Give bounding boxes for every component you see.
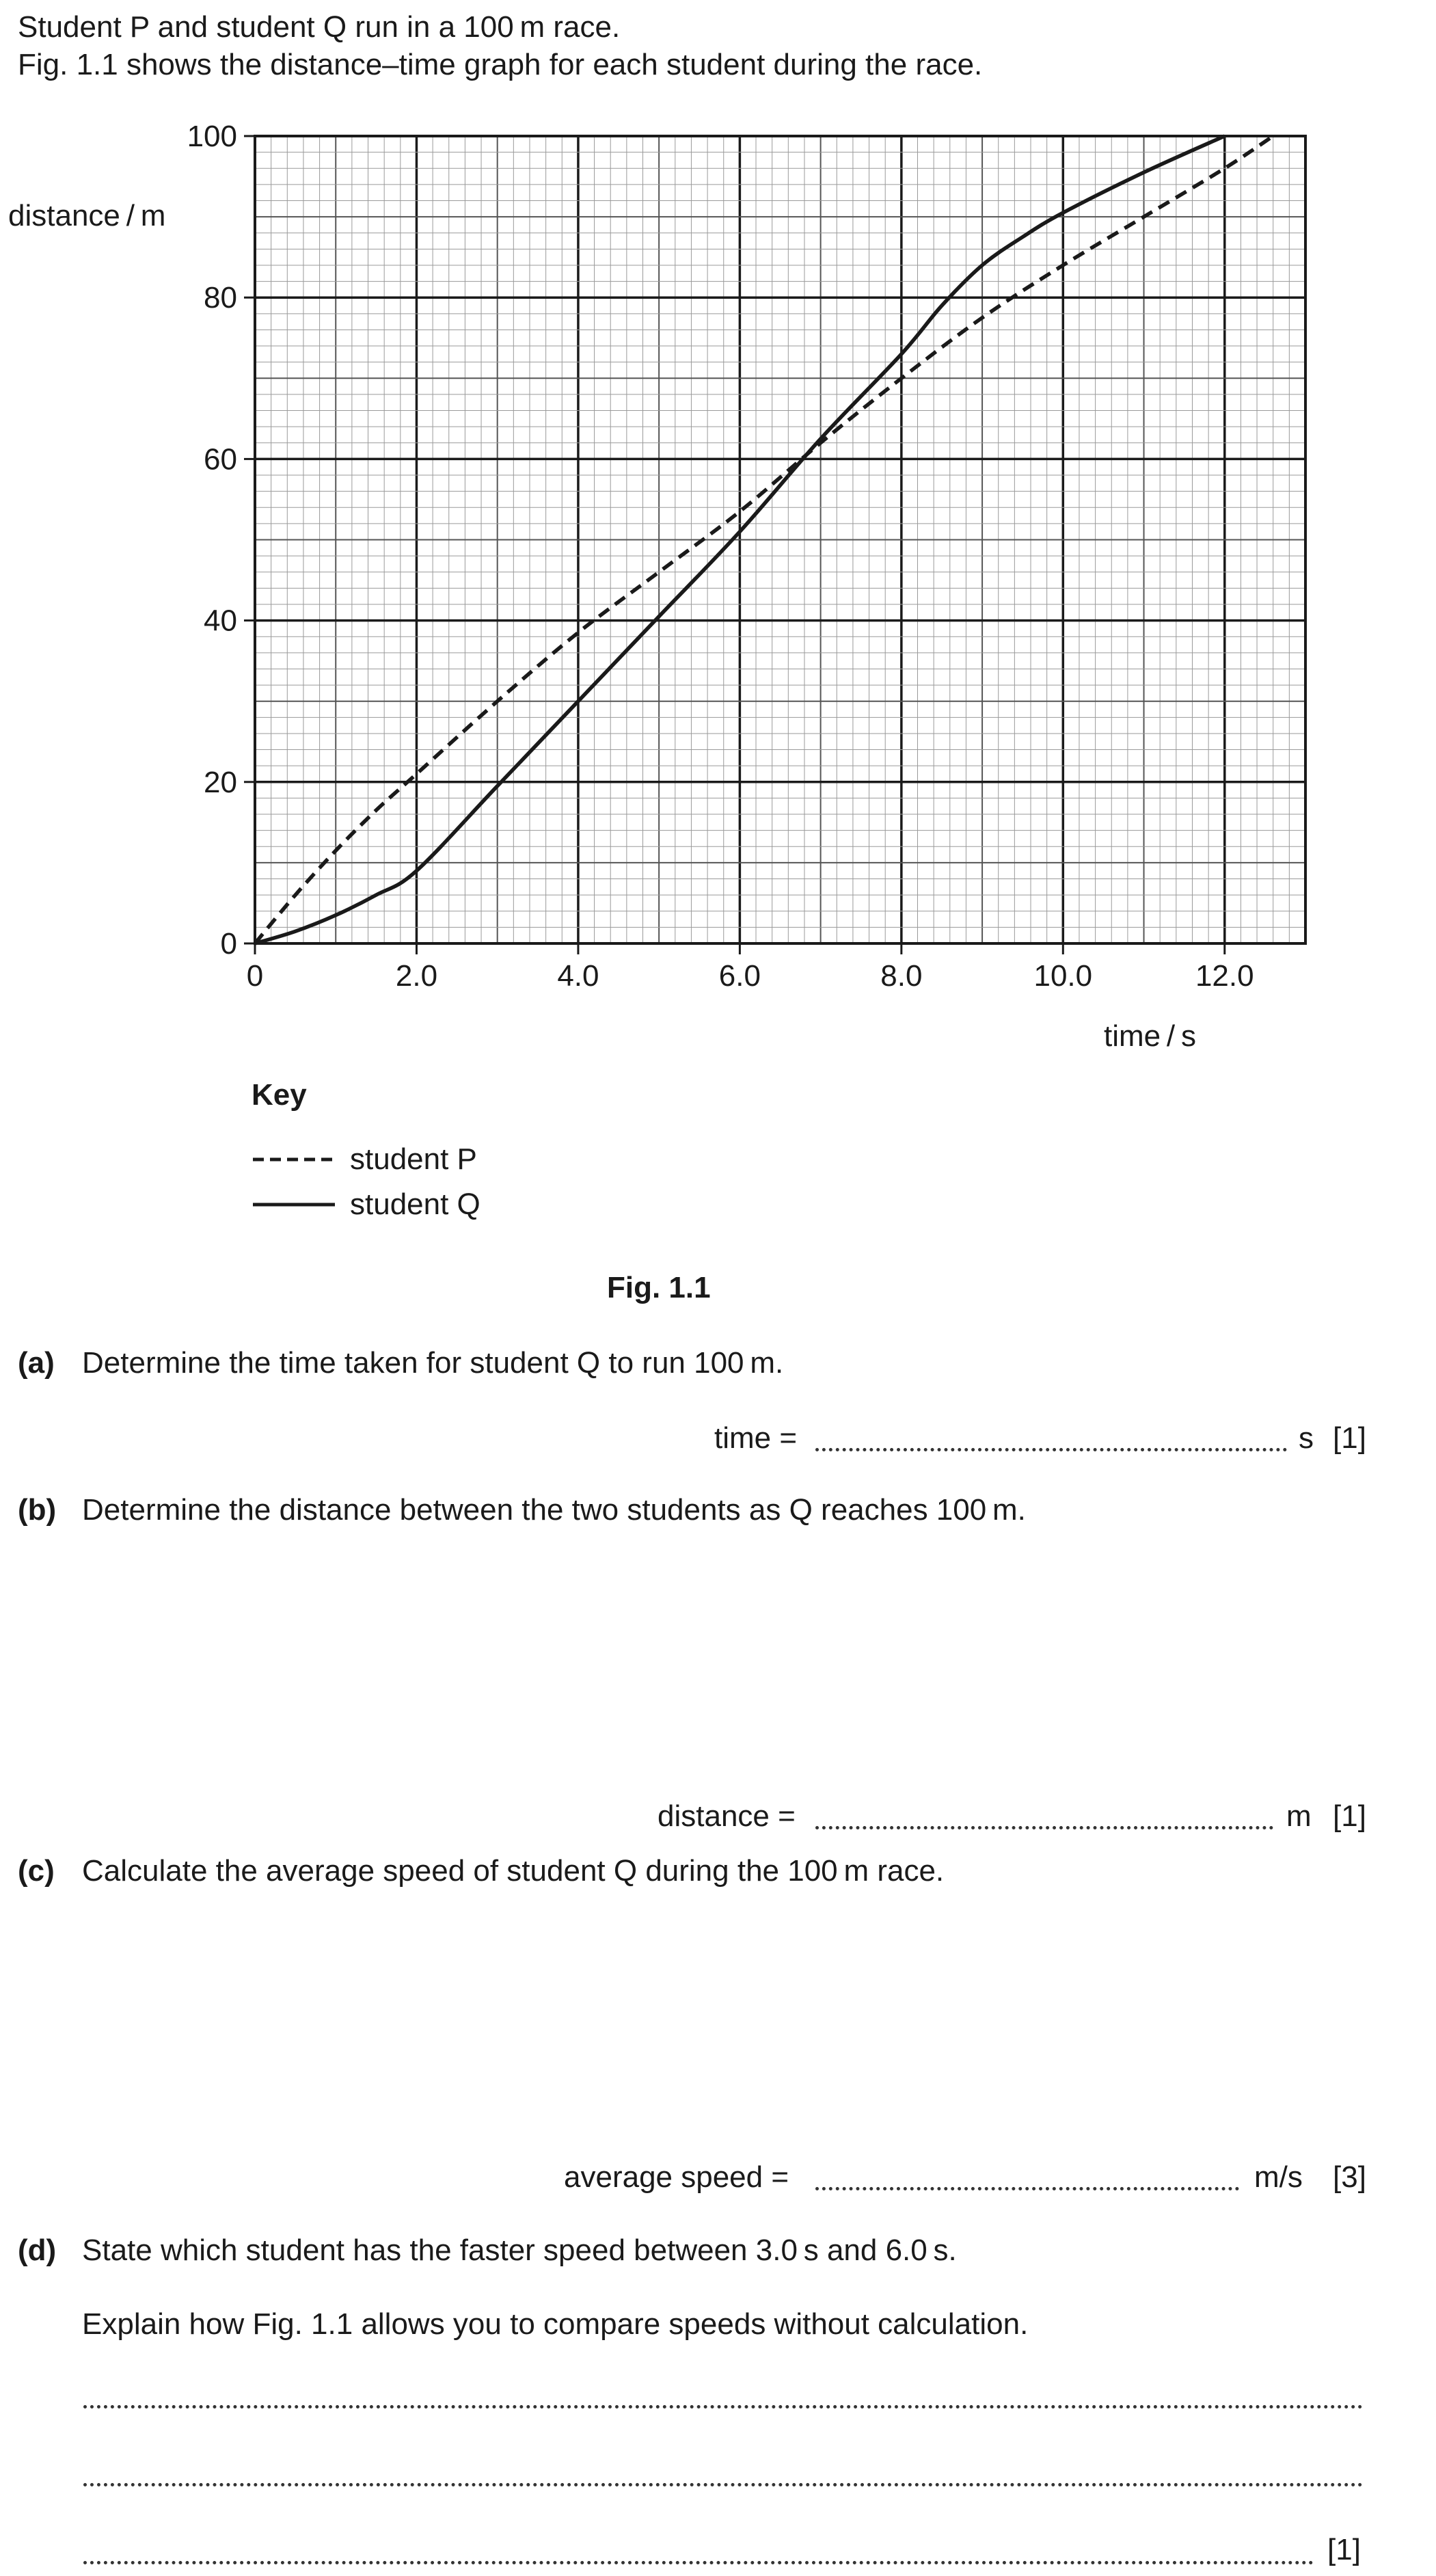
question-d-letter: (d) — [18, 2233, 57, 2267]
question-a-unit: s — [1299, 1421, 1314, 1455]
question-b-letter: (b) — [18, 1493, 57, 1527]
figure-caption: Fig. 1.1 — [607, 1271, 711, 1304]
x-axis-label: time / s — [1104, 1019, 1196, 1053]
y-tick-label: 80 — [204, 281, 237, 315]
question-b-answer-line[interactable] — [815, 1826, 1273, 1829]
intro-line-1: Student P and student Q run in a 100 m race. — [18, 10, 621, 44]
question-c-text: Calculate the average speed of student Q during the 100 m race. — [82, 1854, 945, 1888]
y-axis-label: distance / m — [8, 199, 166, 232]
y-tick-label: 60 — [204, 442, 237, 477]
question-c-unit: m/s — [1254, 2160, 1303, 2194]
question-d-answer-line-2[interactable] — [83, 2483, 1363, 2486]
question-d-marks: [1] — [1327, 2533, 1361, 2566]
question-a-text: Determine the time taken for student Q to run 100 m. — [82, 1346, 784, 1380]
y-tick-label: 40 — [204, 604, 237, 638]
x-tick-label: 2.0 — [395, 959, 438, 993]
key-title: Key — [252, 1078, 307, 1112]
question-d-answer-line-3[interactable] — [83, 2561, 1314, 2564]
key-lines — [252, 1146, 337, 1207]
question-a-letter: (a) — [18, 1346, 55, 1380]
question-a-marks: [1] — [1333, 1421, 1366, 1455]
question-d-text-2: Explain how Fig. 1.1 allows you to compare speeds without calculation. — [82, 2307, 1029, 2341]
question-d-answer-line-1[interactable] — [83, 2405, 1363, 2409]
question-d-text: State which student has the faster speed between 3.0 s and 6.0 s. — [82, 2233, 957, 2267]
key-label-student-q: student Q — [350, 1188, 480, 1221]
question-a-answer-label: time = — [714, 1421, 798, 1455]
y-tick-label: 20 — [204, 765, 237, 799]
question-b-unit: m — [1286, 1799, 1312, 1833]
question-a-answer-line[interactable] — [815, 1448, 1287, 1451]
question-b-marks: [1] — [1333, 1799, 1366, 1833]
question-b-text: Determine the distance between the two students as Q reaches 100 m. — [82, 1493, 1026, 1527]
y-tick-label: 0 — [220, 927, 237, 961]
x-tick-label: 10.0 — [1033, 959, 1093, 993]
x-tick-label: 6.0 — [718, 959, 761, 993]
x-tick-label: 4.0 — [557, 959, 599, 993]
question-b-answer-label: distance = — [658, 1799, 796, 1833]
question-c-answer-line[interactable] — [815, 2187, 1239, 2190]
distance-time-graph — [0, 0, 1436, 1265]
intro-line-2: Fig. 1.1 shows the distance–time graph for each student during the race. — [18, 48, 983, 81]
x-tick-label: 12.0 — [1195, 959, 1254, 993]
question-c-letter: (c) — [18, 1854, 55, 1888]
question-c-answer-label: average speed = — [564, 2160, 789, 2194]
x-tick-label: 0 — [246, 959, 264, 993]
key-label-student-p: student P — [350, 1142, 477, 1176]
x-tick-label: 8.0 — [880, 959, 923, 993]
question-c-marks: [3] — [1333, 2160, 1366, 2194]
y-tick-label: 100 — [187, 120, 237, 153]
